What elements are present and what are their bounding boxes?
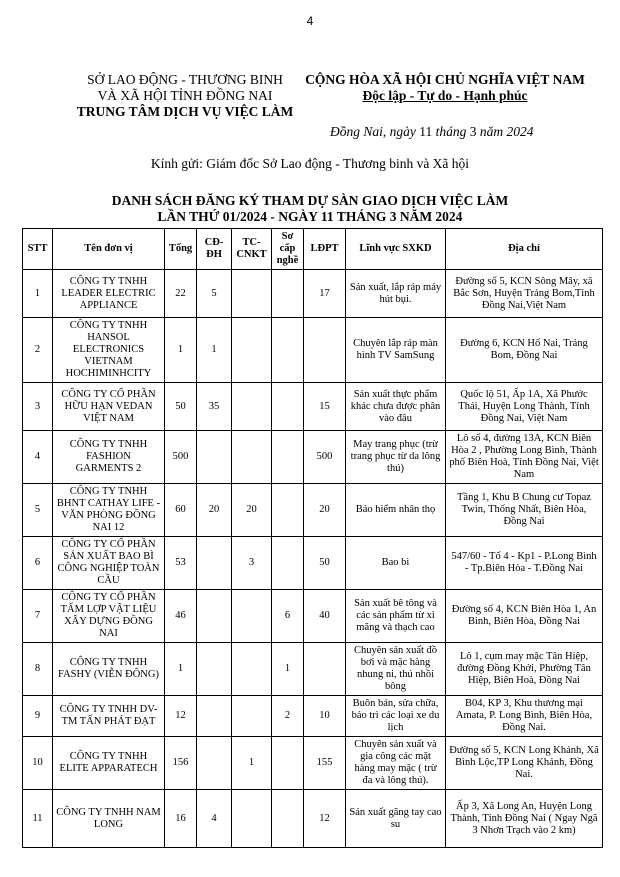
cell-college [197, 643, 232, 696]
cell-total: 46 [165, 590, 197, 643]
cell-elementary [272, 318, 304, 383]
cell-general-labor: 12 [304, 790, 346, 848]
cell-college [197, 537, 232, 590]
date-month-label: tháng [435, 124, 467, 139]
cell-stt: 9 [23, 696, 53, 737]
page-number: 4 [306, 14, 314, 28]
cell-vocational [232, 431, 272, 484]
cell-address: 547/60 - Tổ 4 - Kp1 - P.Long Bình - Tp.Biên Hòa - T.Đồng Nai [446, 537, 603, 590]
cell-address: Tầng 1, Khu B Chung cư Topaz Twin, Thống Nhất, Biên Hòa, Đồng Nai [446, 484, 603, 537]
cell-general-labor [304, 318, 346, 383]
title-line-2: LẦN THỨ 01/2024 - NGÀY 11 THÁNG 3 NĂM 2024 [157, 209, 463, 224]
cell-total: 50 [165, 383, 197, 431]
col-header-general-labor: LĐPT [304, 229, 346, 270]
cell-elementary [272, 484, 304, 537]
col-header-total: Tổng [165, 229, 197, 270]
table-row [23, 270, 603, 318]
agency-line-2: VÀ XÃ HỘI TỈNH ĐỒNG NAI [97, 88, 273, 103]
cell-general-labor: 17 [304, 270, 346, 318]
table-row [23, 383, 603, 431]
cell-stt: 8 [23, 643, 53, 696]
cell-vocational: 3 [232, 537, 272, 590]
cell-business-field: Buôn bán, sửa chữa, bảo trì các loại xe du lịch [346, 696, 446, 737]
cell-college: 1 [197, 318, 232, 383]
cell-elementary [272, 431, 304, 484]
table-row [23, 484, 603, 537]
cell-total: 1 [165, 643, 197, 696]
col-header-college: CĐ-ĐH [197, 229, 232, 270]
cell-stt: 2 [23, 318, 53, 383]
table-row [23, 790, 603, 848]
cell-business-field: Sản xuất găng tay cao su [346, 790, 446, 848]
cell-total: 1 [165, 318, 197, 383]
cell-college [197, 590, 232, 643]
cell-unit-name: CÔNG TY TNHH HANSOL ELECTRONICS VIETNAM HOCHIMINHCITY [53, 318, 165, 383]
country-name: CỘNG HÒA XÃ HỘI CHỦ NGHĨA VIỆT NAM [305, 72, 585, 87]
cell-stt: 7 [23, 590, 53, 643]
national-motto: Độc lập - Tự do - Hạnh phúc [362, 88, 528, 103]
col-header-business-field: Lĩnh vực SXKD [346, 229, 446, 270]
cell-stt: 6 [23, 537, 53, 590]
cell-business-field: Chuyên sản xuất và gia công các mặt hàng may mặc ( trừ đa và lông thú). [346, 737, 446, 790]
cell-elementary: 2 [272, 696, 304, 737]
cell-vocational: 20 [232, 484, 272, 537]
cell-elementary: 1 [272, 643, 304, 696]
date-year: năm 2024 [479, 124, 534, 139]
cell-elementary [272, 737, 304, 790]
cell-elementary [272, 270, 304, 318]
cell-stt: 1 [23, 270, 53, 318]
cell-vocational [232, 696, 272, 737]
national-header-block [300, 72, 590, 104]
cell-general-labor: 155 [304, 737, 346, 790]
cell-address: Đường số 5, KCN Sông Mây, xã Bắc Sơn, Huyện Trảng Bom,Tỉnh Đồng Nai,Việt Nam [446, 270, 603, 318]
cell-college [197, 696, 232, 737]
cell-unit-name: CÔNG TY CỔ PHẦN SẢN XUẤT BAO BÌ CÔNG NGHIỆP TOÀN CẦU [53, 537, 165, 590]
cell-elementary: 6 [272, 590, 304, 643]
cell-stt: 3 [23, 383, 53, 431]
cell-address: Lô số 4, đường 13A, KCN Biên Hòa 2 , Phường Long Bình, Thành phố Biên Hoà, Tỉnh Đồng Nai, Việt Nam [446, 431, 603, 484]
cell-business-field: Sản xuất, lắp ráp máy hút bụi. [346, 270, 446, 318]
agency-line-3: TRUNG TÂM DỊCH VỤ VIỆC LÀM [76, 104, 294, 119]
cell-stt: 5 [23, 484, 53, 537]
document-title [0, 193, 620, 225]
cell-unit-name: CÔNG TY TNHH NAM LONG [53, 790, 165, 848]
cell-business-field: Chuyên sản xuất đồ bơi và mặc hàng nhung ni, thú nhồi bông [346, 643, 446, 696]
issuing-agency-block [60, 72, 310, 120]
table-row [23, 318, 603, 383]
cell-total: 156 [165, 737, 197, 790]
cell-address: Đường số 5, KCN Long Khánh, Xã Bình Lộc,TP Long Khánh, Đồng Nai. [446, 737, 603, 790]
cell-address: Quốc lộ 51, Ấp 1A, Xã Phước Thái, Huyện Long Thành, Tỉnh Đồng Nai, Việt Nam [446, 383, 603, 431]
cell-unit-name: CÔNG TY CỔ PHẦN TẤM LỢP VẬT LIỆU XÂY DỰNG ĐỒNG NAI [53, 590, 165, 643]
cell-total: 500 [165, 431, 197, 484]
cell-address: Ấp 3, Xã Long An, Huyện Long Thành, Tỉnh Đồng Nai ( Ngay Ngã 3 Nhơn Trạch vào 2 km) [446, 790, 603, 848]
cell-unit-name: CÔNG TY TNHH FASHION GARMENTS 2 [53, 431, 165, 484]
cell-business-field: May trang phục (trừ trang phục từ da lông thú) [346, 431, 446, 484]
cell-stt: 10 [23, 737, 53, 790]
cell-college [197, 737, 232, 790]
table-row [23, 643, 603, 696]
cell-total: 60 [165, 484, 197, 537]
date-day: 11 [419, 124, 433, 139]
table-row [23, 431, 603, 484]
table-row [23, 590, 603, 643]
title-line-1: DANH SÁCH ĐĂNG KÝ THAM DỰ SÀN GIAO DỊCH VIỆC LÀM [111, 193, 509, 208]
cell-address: Đường 6, KCN Hố Nai, Trảng Bom, Đồng Nai [446, 318, 603, 383]
cell-address: Đường số 4, KCN Biên Hòa 1, An Bình, Biên Hòa, Đồng Nai [446, 590, 603, 643]
col-header-stt: STT [23, 229, 53, 270]
cell-college [197, 431, 232, 484]
cell-general-labor [304, 643, 346, 696]
cell-vocational [232, 318, 272, 383]
cell-vocational: 1 [232, 737, 272, 790]
cell-unit-name: CÔNG TY TNHH ELITE APPARATECH [53, 737, 165, 790]
cell-total: 53 [165, 537, 197, 590]
cell-address: B04, KP 3, Khu thương mại Amata, P. Long Bình, Biên Hòa, Đồng Nai. [446, 696, 603, 737]
table-body [23, 270, 603, 848]
cell-total: 12 [165, 696, 197, 737]
col-header-address: Địa chỉ [446, 229, 603, 270]
col-header-vocational: TC-CNKT [232, 229, 272, 270]
cell-unit-name: CÔNG TY TNHH DV-TM TẤN PHÁT ĐẠT [53, 696, 165, 737]
cell-unit-name: CÔNG TY TNHH FASHY (VIỄN ĐÔNG) [53, 643, 165, 696]
cell-unit-name: CÔNG TY CỔ PHẦN HỮU HẠN VEDAN VIỆT NAM [53, 383, 165, 431]
cell-elementary [272, 383, 304, 431]
cell-elementary [272, 790, 304, 848]
cell-vocational [232, 383, 272, 431]
cell-vocational [232, 643, 272, 696]
cell-general-labor: 20 [304, 484, 346, 537]
cell-unit-name: CÔNG TY TNHH LEADER ELECTRIC APPLIANCE [53, 270, 165, 318]
cell-stt: 4 [23, 431, 53, 484]
table-row [23, 537, 603, 590]
cell-general-labor: 15 [304, 383, 346, 431]
cell-business-field: Chuyên lắp ráp màn hình TV SamSung [346, 318, 446, 383]
cell-general-labor: 500 [304, 431, 346, 484]
cell-vocational [232, 590, 272, 643]
cell-general-labor: 50 [304, 537, 346, 590]
cell-total: 22 [165, 270, 197, 318]
cell-business-field: Bao bì [346, 537, 446, 590]
registration-table [22, 228, 603, 848]
table-row [23, 737, 603, 790]
cell-vocational [232, 270, 272, 318]
date-prefix: Đồng Nai, ngày [330, 124, 416, 139]
cell-vocational [232, 790, 272, 848]
cell-business-field: Sản xuất bê tông và các sản phẩm từ xi măng và thạch cao [346, 590, 446, 643]
cell-stt: 11 [23, 790, 53, 848]
col-header-unit: Tên đơn vị [53, 229, 165, 270]
cell-total: 16 [165, 790, 197, 848]
cell-general-labor: 40 [304, 590, 346, 643]
recipient-line: Kính gửi: Giám đốc Sở Lao động - Thương binh và Xã hội [150, 156, 470, 171]
date-month: 3 [469, 124, 477, 139]
cell-business-field: Sản xuất thực phẩm khác chưa được phân vào đâu [346, 383, 446, 431]
cell-general-labor: 10 [304, 696, 346, 737]
agency-line-1: SỞ LAO ĐỘNG - THƯƠNG BINH [87, 72, 283, 87]
cell-college: 35 [197, 383, 232, 431]
cell-college: 4 [197, 790, 232, 848]
cell-college: 5 [197, 270, 232, 318]
cell-college: 20 [197, 484, 232, 537]
cell-address: Lô 1, cụm may mặc Tân Hiệp, đường Đồng Khởi, Phường Tân Hiệp, Biên Hoà, Đồng Nai [446, 643, 603, 696]
table-row [23, 696, 603, 737]
cell-unit-name: CÔNG TY TNHH BHNT CATHAY LIFE - VĂN PHÒNG ĐỒNG NAI 12 [53, 484, 165, 537]
table-header-row [23, 229, 603, 270]
col-header-elementary: Sơ cấp nghề [272, 229, 304, 270]
cell-elementary [272, 537, 304, 590]
document-date [330, 124, 534, 140]
cell-business-field: Bảo hiểm nhân thọ [346, 484, 446, 537]
